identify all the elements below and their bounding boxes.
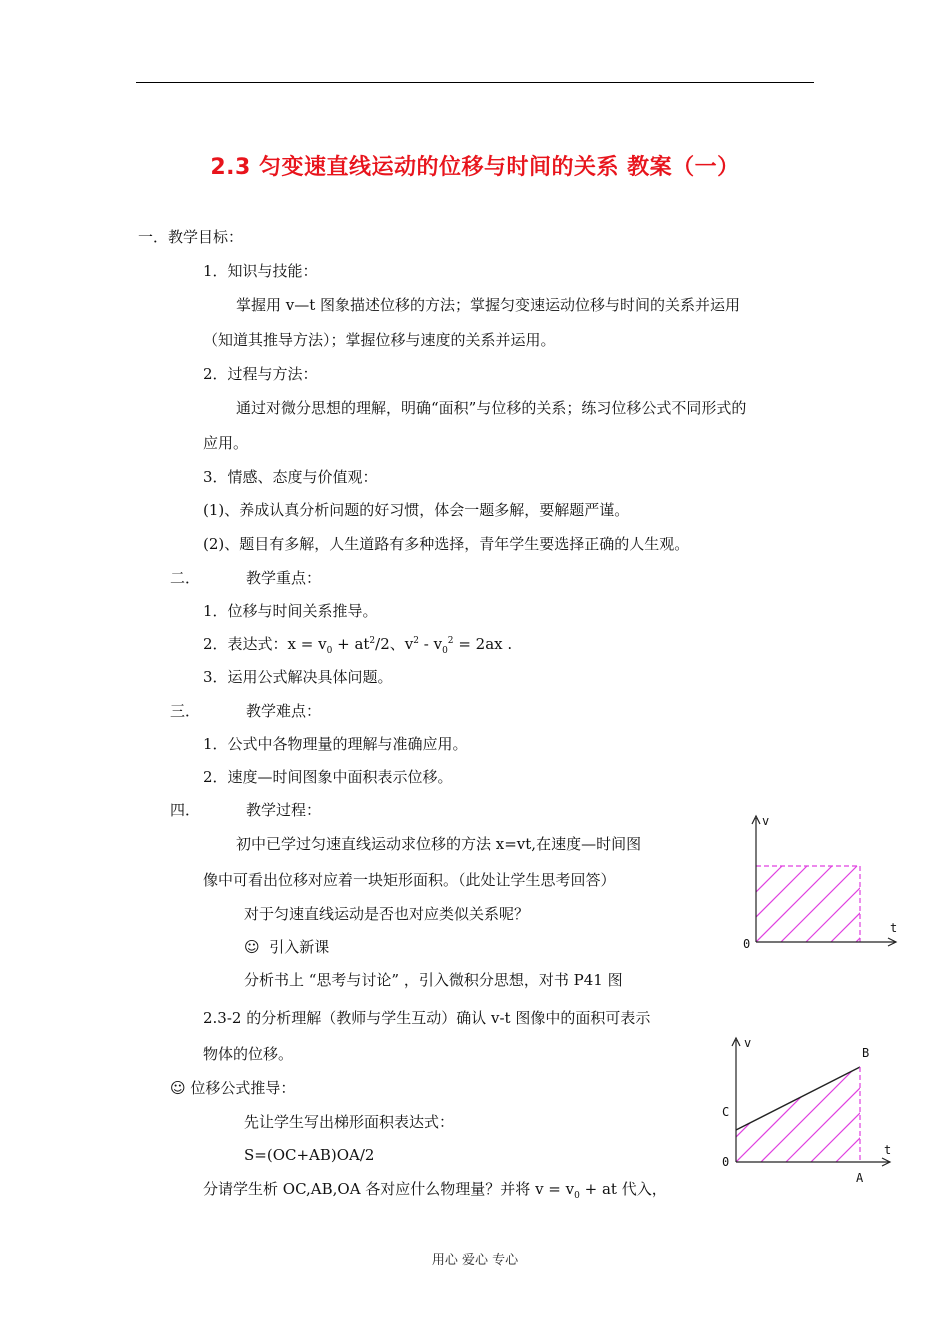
process-line-2: 像中可看出位移对应着一块矩形面积。（此处让学生思考回答） [203, 871, 616, 889]
formula-part: /2、v [375, 635, 414, 653]
smiley-icon: ☺ [244, 938, 260, 956]
v-axis-label: v [744, 1036, 752, 1050]
process-line-3: 对于匀速直线运动是否也对应类似关系呢？ [244, 905, 530, 923]
process-line-5: 分析书上 “思考与讨论” ，引入微积分思想，对书 P41 图 [244, 971, 623, 989]
origin-label: 0 [722, 1155, 730, 1169]
process-line-7: 物体的位移。 [203, 1045, 294, 1063]
derivation-heading [170, 1078, 295, 1098]
goal-1-line-1: 掌握用 v—t 图象描述位移的方法；掌握匀变速运动位移与时间的关系并运用 [236, 296, 741, 314]
goal-1-heading: 1．知识与技能： [203, 262, 318, 280]
section-4-number: 四． [170, 801, 201, 819]
point-b-label: B [862, 1046, 870, 1060]
text-part: + at 代入， [584, 1180, 667, 1198]
process-line-9: 先让学生写出梯形面积表达式： [244, 1113, 455, 1131]
goal-2-heading: 2．过程与方法： [203, 365, 318, 383]
section-3-label: 教学难点： [246, 702, 322, 720]
t-axis-label: t [884, 1143, 892, 1157]
section-4-label: 教学过程： [246, 801, 322, 819]
goal-2-line-1: 通过对微分思想的理解，明确“面积”与位移的关系；练习位移公式不同形式的 [236, 399, 747, 417]
key-point-3: 3．运用公式解决具体问题。 [203, 668, 393, 686]
process-line-6: 2.3-2 的分析理解（教师与学生互动）确认 v-t 图像中的面积可表示 [203, 1009, 651, 1027]
intro-new-lesson-text: 引入新课 [269, 938, 330, 956]
process-line-1: 初中已学过匀速直线运动求位移的方法 x=vt,在速度—时间图 [236, 835, 642, 853]
key-point-1: 1．位移与时间关系推导。 [203, 602, 378, 620]
page-title: 2.3 匀变速直线运动的位移与时间的关系 教案（一） [210, 155, 740, 180]
goal-3-line-1: (1)、养成认真分析问题的好习惯，体会一题多解，要解题严谨。 [203, 501, 630, 519]
area-hatching [730, 866, 910, 942]
text-part: 分请学生析 OC,AB,OA 各对应什么物理量？并将 v = v [203, 1180, 575, 1198]
text-subscript: 0 [574, 1191, 580, 1201]
derivation-heading-text: 位移公式推导： [190, 1079, 296, 1097]
point-c-label: C [722, 1105, 730, 1119]
formula-superscript: 2 [413, 636, 419, 646]
formula-subscript: 0 [326, 646, 333, 656]
section-2-heading [170, 568, 321, 588]
formula-part: = 2ax . [458, 635, 513, 653]
goal-2-line-2: 应用。 [203, 434, 249, 452]
formula-part: - v [423, 635, 443, 653]
v-axis-label: v [762, 814, 770, 828]
goal-3-line-2: (2)、题目有多解，人生道路有多种选择，青年学生要选择正确的人生观。 [203, 535, 690, 553]
difficulty-2: 2．速度—时间图象中面积表示位移。 [203, 768, 453, 786]
velocity-line [736, 1067, 860, 1130]
point-a-label: A [856, 1171, 864, 1185]
trapezoid-formula: S=(OC+AB)OA/2 [244, 1146, 375, 1164]
section-3-heading [170, 701, 321, 721]
section-4-heading [170, 800, 321, 820]
formula-part: 2．表达式：x = v [203, 635, 327, 653]
formula-part: + at [337, 635, 370, 653]
origin-label: 0 [743, 937, 751, 951]
section-1-heading: 一．教学目标： [138, 228, 244, 246]
smiley-icon: ☺ [170, 1079, 186, 1097]
graph-uniform-velocity [730, 810, 910, 955]
area-hatching [714, 1062, 899, 1162]
formula-superscript: 2 [447, 636, 454, 646]
intro-new-lesson [244, 937, 329, 957]
formula-superscript: 2 [369, 636, 376, 646]
page-footer: 用心 爱心 专心 [431, 1253, 519, 1268]
t-axis-label: t [890, 921, 898, 935]
process-line-11 [203, 1179, 667, 1199]
header-rule [136, 82, 814, 83]
key-point-2-formula [203, 634, 512, 654]
formula-subscript: 0 [442, 646, 448, 656]
section-2-number: 二． [170, 569, 201, 587]
goal-3-heading: 3．情感、态度与价值观： [203, 468, 378, 486]
section-2-label: 教学重点： [246, 569, 322, 587]
section-3-number: 三． [170, 702, 201, 720]
graph-uniform-acceleration [714, 1032, 899, 1192]
goal-1-line-2: （知道其推导方法）；掌握位移与速度的关系并运用。 [203, 331, 556, 349]
difficulty-1: 1．公式中各物理量的理解与准确应用。 [203, 735, 468, 753]
